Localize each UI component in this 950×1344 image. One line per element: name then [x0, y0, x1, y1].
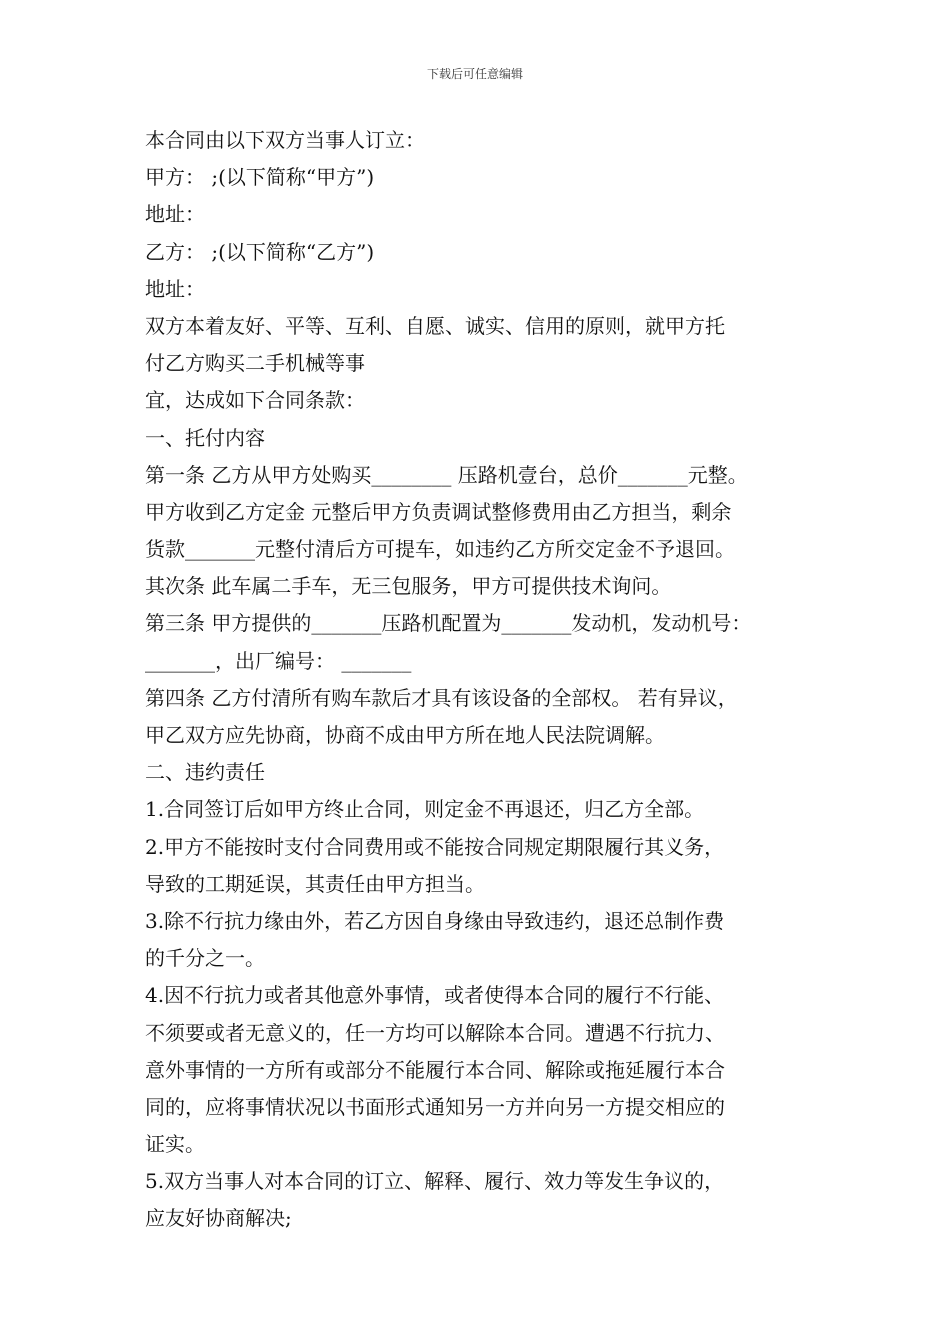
- line-article-4a: 第四条 乙方付清所有购车款后才具有该设备的全部权。 若有异议，: [145, 685, 738, 710]
- line-article-3b: _______，出厂编号： _______: [145, 648, 412, 673]
- line-item-3b: 的千分之一。: [145, 946, 265, 971]
- line-party-a: 甲方： ;(以下简称“甲方”): [145, 165, 375, 190]
- header-note: 下载后可任意编辑: [426, 67, 523, 81]
- line-item-4c: 意外事情的一方所有或部分不能履行本合同、解除或拖延履行本合: [145, 1057, 725, 1082]
- line-item-4e: 证实。: [145, 1132, 205, 1157]
- line-item-4a: 4.因不行抗力或者其他意外事情，或者使得本合同的履行不行能、: [145, 983, 725, 1008]
- line-address-b: 地址：: [145, 276, 205, 301]
- line-item-4d: 同的，应将事情状况以书面形式通知另一方并向另一方提交相应的: [145, 1094, 725, 1119]
- line-party-b: 乙方： ;(以下简称“乙方”): [145, 239, 375, 264]
- section-heading-1: 一、托付内容: [145, 425, 265, 450]
- contract-body: [145, 122, 825, 1238]
- line-article-4b: 甲乙双方应先协商，协商不成由甲方所在地人民法院调解。: [145, 723, 665, 747]
- line-item-1: 1.合同签订后如甲方终止合同，则定金不再退还，归乙方全部。: [145, 797, 705, 822]
- line-intro: 本合同由以下双方当事人订立：: [145, 128, 425, 152]
- line-item-2a: 2.甲方不能按时支付合同费用或不能按合同规定期限履行其义务，: [145, 834, 725, 859]
- line-item-2b: 导致的工期延误，其责任由甲方担当。: [145, 871, 485, 896]
- line-item-5b: 应友好协商解决;: [145, 1206, 292, 1231]
- line-item-4b: 不须要或者无意义的，任一方均可以解除本合同。遭遇不行抗力、: [145, 1020, 725, 1045]
- line-article-1c: 货款_______元整付清后方可提车，如违约乙方所交定金不予退回。: [145, 537, 735, 562]
- section-heading-2: 二、违约责任: [145, 760, 265, 785]
- line-article-2: 其次条 此车属二手车，无三包服务，甲方可提供技术询问。: [145, 574, 672, 599]
- line-address-a: 地址：: [145, 202, 205, 227]
- line-principle-1: 双方本着友好、平等、互利、自愿、诚实、信用的原则，就甲方托: [145, 313, 725, 338]
- line-principle-2: 付乙方购买二手机械等事: [145, 351, 365, 376]
- line-article-1b: 甲方收到乙方定金 元整后甲方负责调试整修费用由乙方担当，剩余: [145, 499, 732, 524]
- line-item-3a: 3.除不行抗力缘由外，若乙方因自身缘由导致违约，退还总制作费: [145, 908, 725, 933]
- line-principle-3: 宜，达成如下合同条款：: [145, 388, 365, 413]
- line-article-3a: 第三条 甲方提供的_______压路机配置为_______发动机，发动机号：: [145, 611, 752, 636]
- line-article-1a: 第一条 乙方从甲方处购买________ 压路机壹台，总价_______元整。: [145, 462, 748, 487]
- line-item-5a: 5.双方当事人对本合同的订立、解释、履行、效力等发生争议的，: [145, 1169, 725, 1194]
